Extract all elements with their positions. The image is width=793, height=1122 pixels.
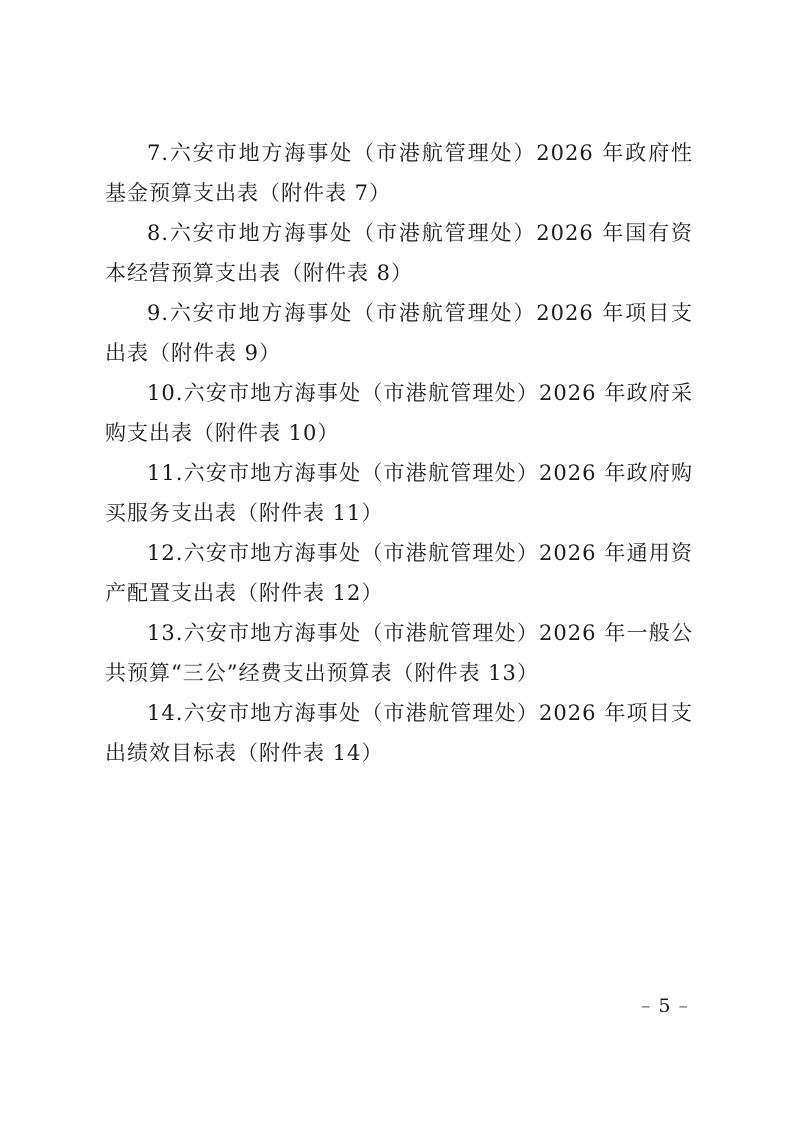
attachment-list-item-10: 10.六安市地方海事处（市港航管理处）2026 年政府采购支出表（附件表 10） [105, 381, 693, 445]
footer-dash-left: – [640, 995, 653, 1017]
page-number: 5 [658, 995, 673, 1017]
attachment-list [105, 133, 693, 773]
page-footer [0, 994, 690, 1018]
attachment-list-item-8: 8.六安市地方海事处（市港航管理处）2026 年国有资本经营预算支出表（附件表 8） [105, 221, 693, 285]
attachment-list-item-9: 9.六安市地方海事处（市港航管理处）2026 年项目支出表（附件表 9） [105, 301, 693, 365]
attachment-list-item-13: 13.六安市地方海事处（市港航管理处）2026 年一般公共预算“三公”经费支出预算表（附件表 13） [105, 621, 693, 685]
attachment-list-item-14: 14.六安市地方海事处（市港航管理处）2026 年项目支出绩效目标表（附件表 14） [105, 701, 693, 765]
attachment-list-item-7: 7.六安市地方海事处（市港航管理处）2026 年政府性基金预算支出表（附件表 7） [105, 141, 693, 205]
attachment-list-item-11: 11.六安市地方海事处（市港航管理处）2026 年政府购买服务支出表（附件表 11） [105, 461, 693, 525]
attachment-list-item-12: 12.六安市地方海事处（市港航管理处）2026 年通用资产配置支出表（附件表 12） [105, 541, 693, 605]
footer-dash-right: – [678, 995, 690, 1017]
